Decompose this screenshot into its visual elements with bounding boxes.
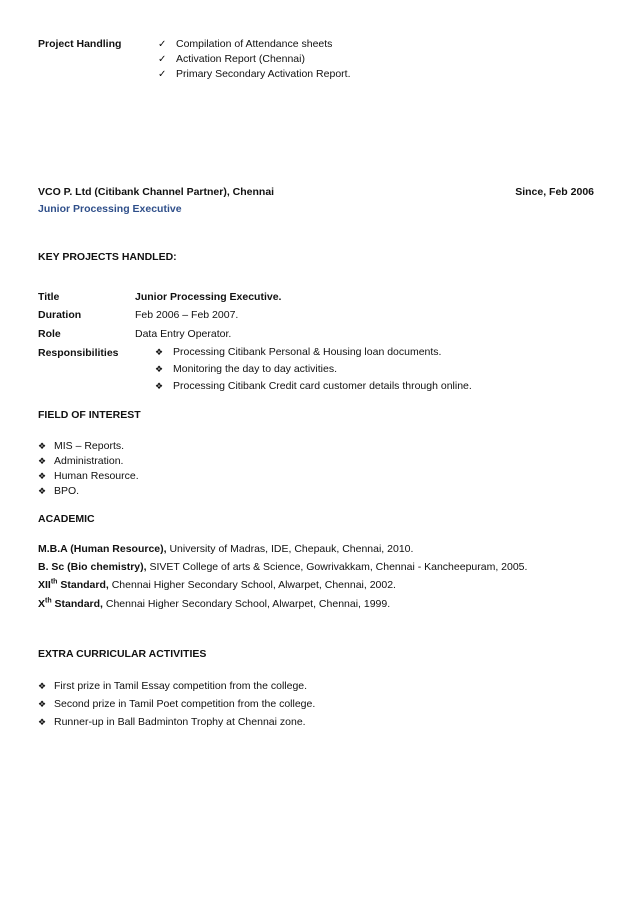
duration-label: Duration [38, 309, 82, 321]
academic-entry: XIIth Standard, Chennai Higher Secondary School, Alwarpet, Chennai, 2002. [38, 578, 396, 591]
check-icon: ✓ [158, 69, 167, 80]
field-of-interest-heading: FIELD OF INTEREST [38, 409, 141, 421]
responsibilities-list [155, 344, 472, 395]
academic-entry: Xth Standard, Chennai Higher Secondary School, Alwarpet, Chennai, 1999. [38, 597, 391, 610]
diamond-bullet-icon: ❖ [38, 681, 47, 691]
list-item: ❖ Runner-up in Ball Badminton Trophy at Chennai zone. [38, 713, 315, 731]
employer-line: VCO P. Ltd (Citibank Channel Partner), Chennai [38, 186, 275, 198]
title-value: Junior Processing Executive. [135, 291, 282, 303]
list-item: ❖ Processing Citibank Credit card customer details through online. [155, 378, 472, 395]
list-item: ✓ Compilation of Attendance sheets [158, 38, 333, 50]
list-item: ❖ BPO. [38, 485, 80, 497]
role-label: Role [38, 328, 61, 340]
diamond-bullet-icon: ❖ [38, 471, 47, 481]
diamond-bullet-icon: ❖ [38, 441, 47, 451]
diamond-bullet-icon: ❖ [38, 699, 47, 709]
diamond-bullet-icon: ❖ [38, 486, 47, 496]
list-item: ❖ First prize in Tamil Essay competition from the college. [38, 677, 315, 695]
academic-entry: M.B.A (Human Resource), University of Madras, IDE, Chepauk, Chennai, 2010. [38, 543, 414, 555]
list-item: ❖ Second prize in Tamil Poet competition from the college. [38, 695, 315, 713]
role-value: Data Entry Operator. [135, 328, 232, 340]
title-label: Title [38, 291, 60, 303]
list-item: ❖ Monitoring the day to day activities. [155, 361, 472, 378]
academic-entry: B. Sc (Bio chemistry), SIVET College of arts & Science, Gowrivakkam, Chennai - Kancheepuram, 2005. [38, 561, 528, 573]
list-item: ❖ MIS – Reports. [38, 440, 125, 452]
diamond-bullet-icon: ❖ [38, 717, 47, 727]
list-item: ❖ Human Resource. [38, 470, 139, 482]
list-item: ❖ Administration. [38, 455, 124, 467]
check-icon: ✓ [158, 39, 167, 50]
academic-heading: ACADEMIC [38, 513, 95, 525]
responsibilities-label: Responsibilities [38, 347, 119, 359]
list-item: ✓ Primary Secondary Activation Report. [158, 68, 351, 80]
diamond-bullet-icon: ❖ [155, 381, 164, 391]
extra-curricular-heading: EXTRA CURRICULAR ACTIVITIES [38, 648, 207, 660]
check-icon: ✓ [158, 54, 167, 65]
duration-value: Feb 2006 – Feb 2007. [135, 309, 239, 321]
project-handling-label: Project Handling [38, 38, 122, 50]
diamond-bullet-icon: ❖ [155, 364, 164, 374]
extra-curricular-list [38, 677, 315, 731]
diamond-bullet-icon: ❖ [38, 456, 47, 466]
project-handling-list [158, 37, 351, 82]
diamond-bullet-icon: ❖ [155, 347, 164, 357]
list-item: ❖ Processing Citibank Personal & Housing loan documents. [155, 344, 472, 361]
employer-since: Since, Feb 2006 [515, 186, 594, 198]
job-title: Junior Processing Executive [38, 203, 182, 215]
list-item: ✓ Activation Report (Chennai) [158, 53, 305, 65]
key-projects-heading: KEY PROJECTS HANDLED: [38, 251, 177, 263]
interest-list [38, 439, 139, 499]
